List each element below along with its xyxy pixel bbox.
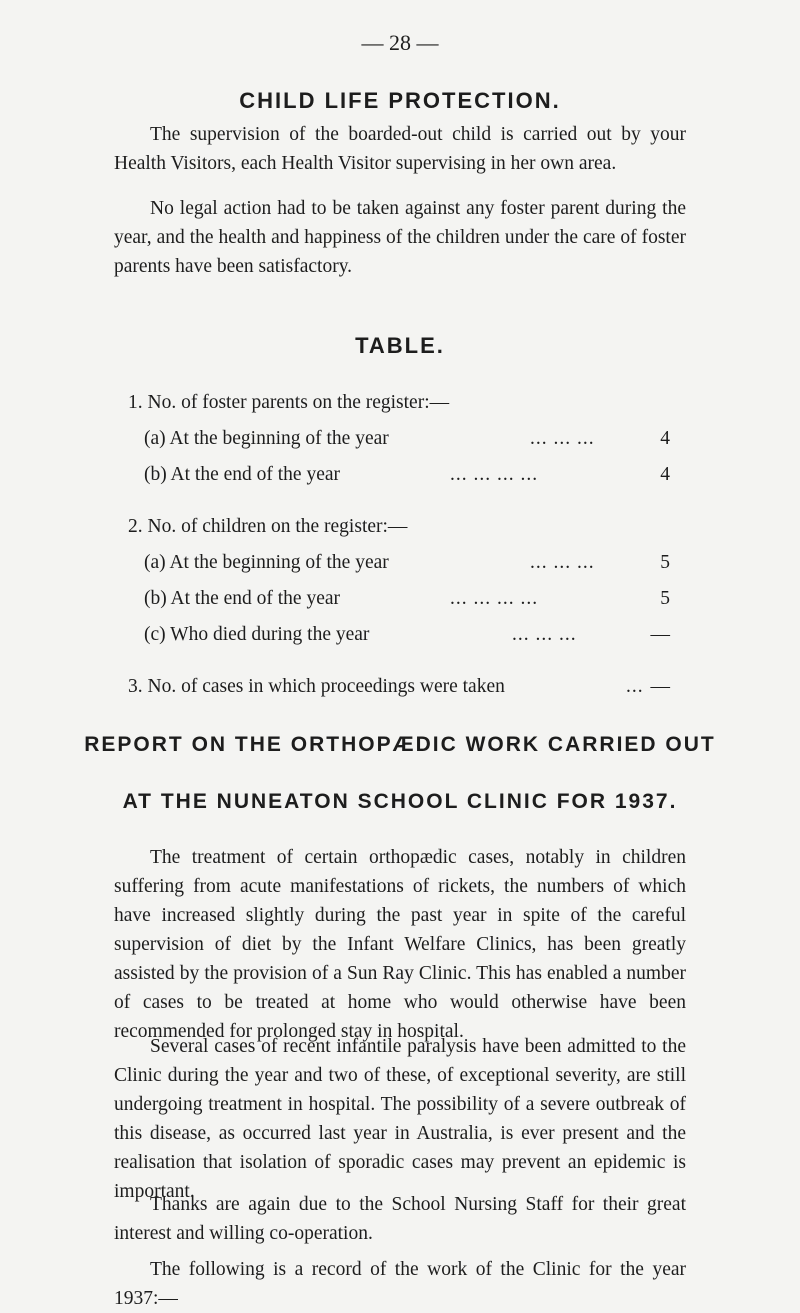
table-row [0, 428, 800, 457]
table-row [0, 392, 800, 421]
table-item-label: 1. No. of foster parents on the register:— [128, 392, 450, 413]
table-row-value: — [650, 676, 670, 697]
paragraph-orthopaedic-treatment: The treatment of certain orthopædic cases, notably in children suffering from acute manifestations of rickets, the numbers of which have increased slightly during the past year in spite of the careful supervision of diet by the Infant Welfare Clinics, has been greatly assisted by the provision of a Sun Ray Clinic. This has enabled a number of cases to be treated at home who would otherwise have been recommended for prolonged stay in hospital. [114, 847, 686, 1042]
table-row-label: (a) At the beginning of the year [144, 428, 389, 449]
table-row-label: (b) At the end of the year [144, 588, 341, 609]
leader-dots: ... ... ... [530, 428, 595, 449]
table-row [0, 464, 800, 493]
table-row-value: 4 [660, 464, 670, 485]
table-row [0, 676, 800, 705]
leader-dots: ... ... ... ... [450, 588, 539, 609]
paragraph-supervision: The supervision of the boarded-out child is carried out by your Health Visitors, each Health Visitor supervising in her own area. [114, 124, 686, 174]
section-heading-orthopaedic-line2: AT THE NUNEATON SCHOOL CLINIC FOR 1937. [122, 790, 678, 813]
paragraph-infantile-paralysis: Several cases of recent infantile paralysis have been admitted to the Clinic during the year and two of these, of exceptional severity, are still undergoing treatment in hospital. The possibility of a severe outbreak of this disease, as occurred last year in Australia, is ever present and the realisation that isolation of sporadic cases may prevent an epidemic is important. [114, 1036, 686, 1202]
section-heading-orthopaedic: REPORT ON THE ORTHOPÆDIC WORK CARRIED OUT [84, 733, 716, 756]
leader-dots: ... [626, 676, 644, 697]
leader-dots: ... ... ... ... [450, 464, 539, 485]
table-row-value: 5 [660, 588, 670, 609]
paragraph-thanks: Thanks are again due to the School Nursing Staff for their great interest and willing co-operation. [114, 1194, 686, 1244]
table-item-label: 2. No. of children on the register:— [128, 516, 408, 537]
page-number: — 28 — [361, 30, 439, 55]
leader-dots: ... ... ... [512, 624, 577, 645]
table-row-value: 4 [660, 428, 670, 449]
table-row [0, 624, 800, 653]
table-row-value: 5 [660, 552, 670, 573]
table-row [0, 588, 800, 617]
table-row [0, 552, 800, 581]
table-row-label: (b) At the end of the year [144, 464, 341, 485]
paragraph-record-intro: The following is a record of the work of the Clinic for the year 1937:— [114, 1259, 686, 1309]
leader-dots: ... ... ... [530, 552, 595, 573]
table-row-label: (a) At the beginning of the year [144, 552, 389, 573]
table-row-value: — [650, 624, 670, 645]
table-item-label: 3. No. of cases in which proceedings were taken [128, 676, 505, 697]
table-row-label: (c) Who died during the year [144, 624, 370, 645]
table-row [0, 516, 800, 545]
paragraph-legal-action: No legal action had to be taken against any foster parent during the year, and the health and happiness of the children under the care of foster parents have been satisfactory. [114, 198, 686, 277]
section-heading-child-life-protection: CHILD LIFE PROTECTION. [239, 88, 561, 113]
table-heading: TABLE. [355, 333, 445, 358]
